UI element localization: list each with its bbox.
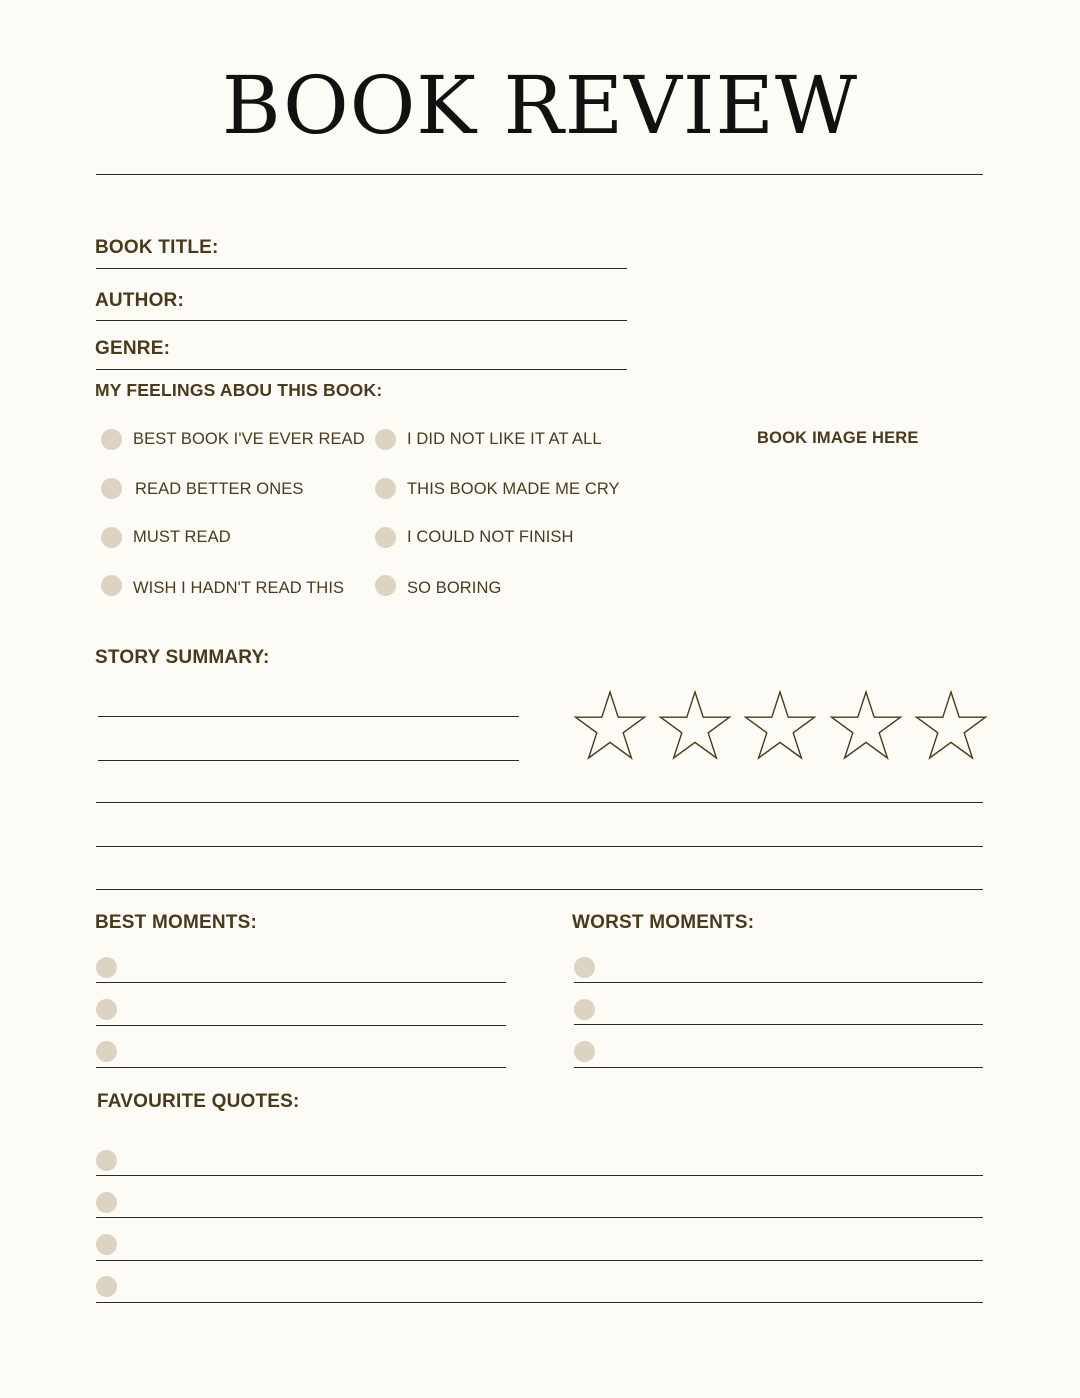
quote-line[interactable]	[96, 1260, 983, 1261]
bullet	[574, 999, 595, 1020]
book-title-label: BOOK TITLE:	[95, 237, 219, 258]
rating-star-icon[interactable]	[658, 690, 732, 760]
worst-moment-line[interactable]	[574, 982, 983, 983]
rating-star-icon[interactable]	[829, 690, 903, 760]
author-line[interactable]	[96, 320, 627, 321]
best-moment-line[interactable]	[96, 1067, 506, 1068]
best-moments-heading: BEST MOMENTS:	[95, 912, 257, 933]
bullet	[96, 1192, 117, 1213]
summary-line[interactable]	[96, 846, 983, 847]
bullet	[574, 1041, 595, 1062]
bullet	[96, 1234, 117, 1255]
worst-moment-line[interactable]	[574, 1067, 983, 1068]
option-label: MUST READ	[133, 528, 231, 546]
title-divider	[96, 174, 983, 175]
summary-line[interactable]	[98, 716, 519, 717]
book-image-placeholder[interactable]: BOOK IMAGE HERE	[757, 429, 919, 447]
option-checkbox[interactable]	[101, 575, 122, 596]
option-label: THIS BOOK MADE ME CRY	[407, 480, 620, 498]
option-checkbox[interactable]	[101, 478, 122, 499]
bullet	[96, 1276, 117, 1297]
best-moment-line[interactable]	[96, 982, 506, 983]
option-checkbox[interactable]	[375, 527, 396, 548]
option-checkbox[interactable]	[101, 429, 122, 450]
bullet	[96, 957, 117, 978]
bullet	[96, 999, 117, 1020]
option-label: I COULD NOT FINISH	[407, 528, 574, 546]
summary-line[interactable]	[98, 760, 519, 761]
option-label: READ BETTER ONES	[135, 480, 304, 498]
option-checkbox[interactable]	[101, 527, 122, 548]
book-title-line[interactable]	[96, 268, 627, 269]
option-checkbox[interactable]	[375, 429, 396, 450]
genre-line[interactable]	[96, 369, 627, 370]
favourite-quotes-heading: FAVOURITE QUOTES:	[97, 1091, 300, 1112]
option-label: WISH I HADN'T READ THIS	[133, 579, 345, 597]
author-label: AUTHOR:	[95, 290, 184, 311]
bullet	[96, 1150, 117, 1171]
option-label: SO BORING	[407, 579, 502, 597]
option-checkbox[interactable]	[375, 575, 396, 596]
bullet	[574, 957, 595, 978]
rating-star-icon[interactable]	[743, 690, 817, 760]
story-summary-heading: STORY SUMMARY:	[95, 647, 270, 668]
quote-line[interactable]	[96, 1302, 983, 1303]
feelings-heading: MY FEELINGS ABOU THIS BOOK:	[95, 380, 383, 400]
bullet	[96, 1041, 117, 1062]
worst-moments-heading: WORST MOMENTS:	[572, 912, 755, 933]
genre-label: GENRE:	[95, 338, 171, 359]
best-moment-line[interactable]	[96, 1025, 506, 1026]
summary-line[interactable]	[96, 802, 983, 803]
option-checkbox[interactable]	[375, 478, 396, 499]
worst-moment-line[interactable]	[574, 1024, 983, 1025]
option-label: I DID NOT LIKE IT AT ALL	[407, 430, 602, 448]
rating-star-icon[interactable]	[914, 690, 988, 760]
rating-star-icon[interactable]	[573, 690, 647, 760]
quote-line[interactable]	[96, 1217, 983, 1218]
option-label: BEST BOOK I'VE EVER READ	[133, 430, 365, 448]
summary-line[interactable]	[96, 889, 983, 890]
page-title: BOOK REVIEW	[221, 59, 859, 152]
quote-line[interactable]	[96, 1175, 983, 1176]
